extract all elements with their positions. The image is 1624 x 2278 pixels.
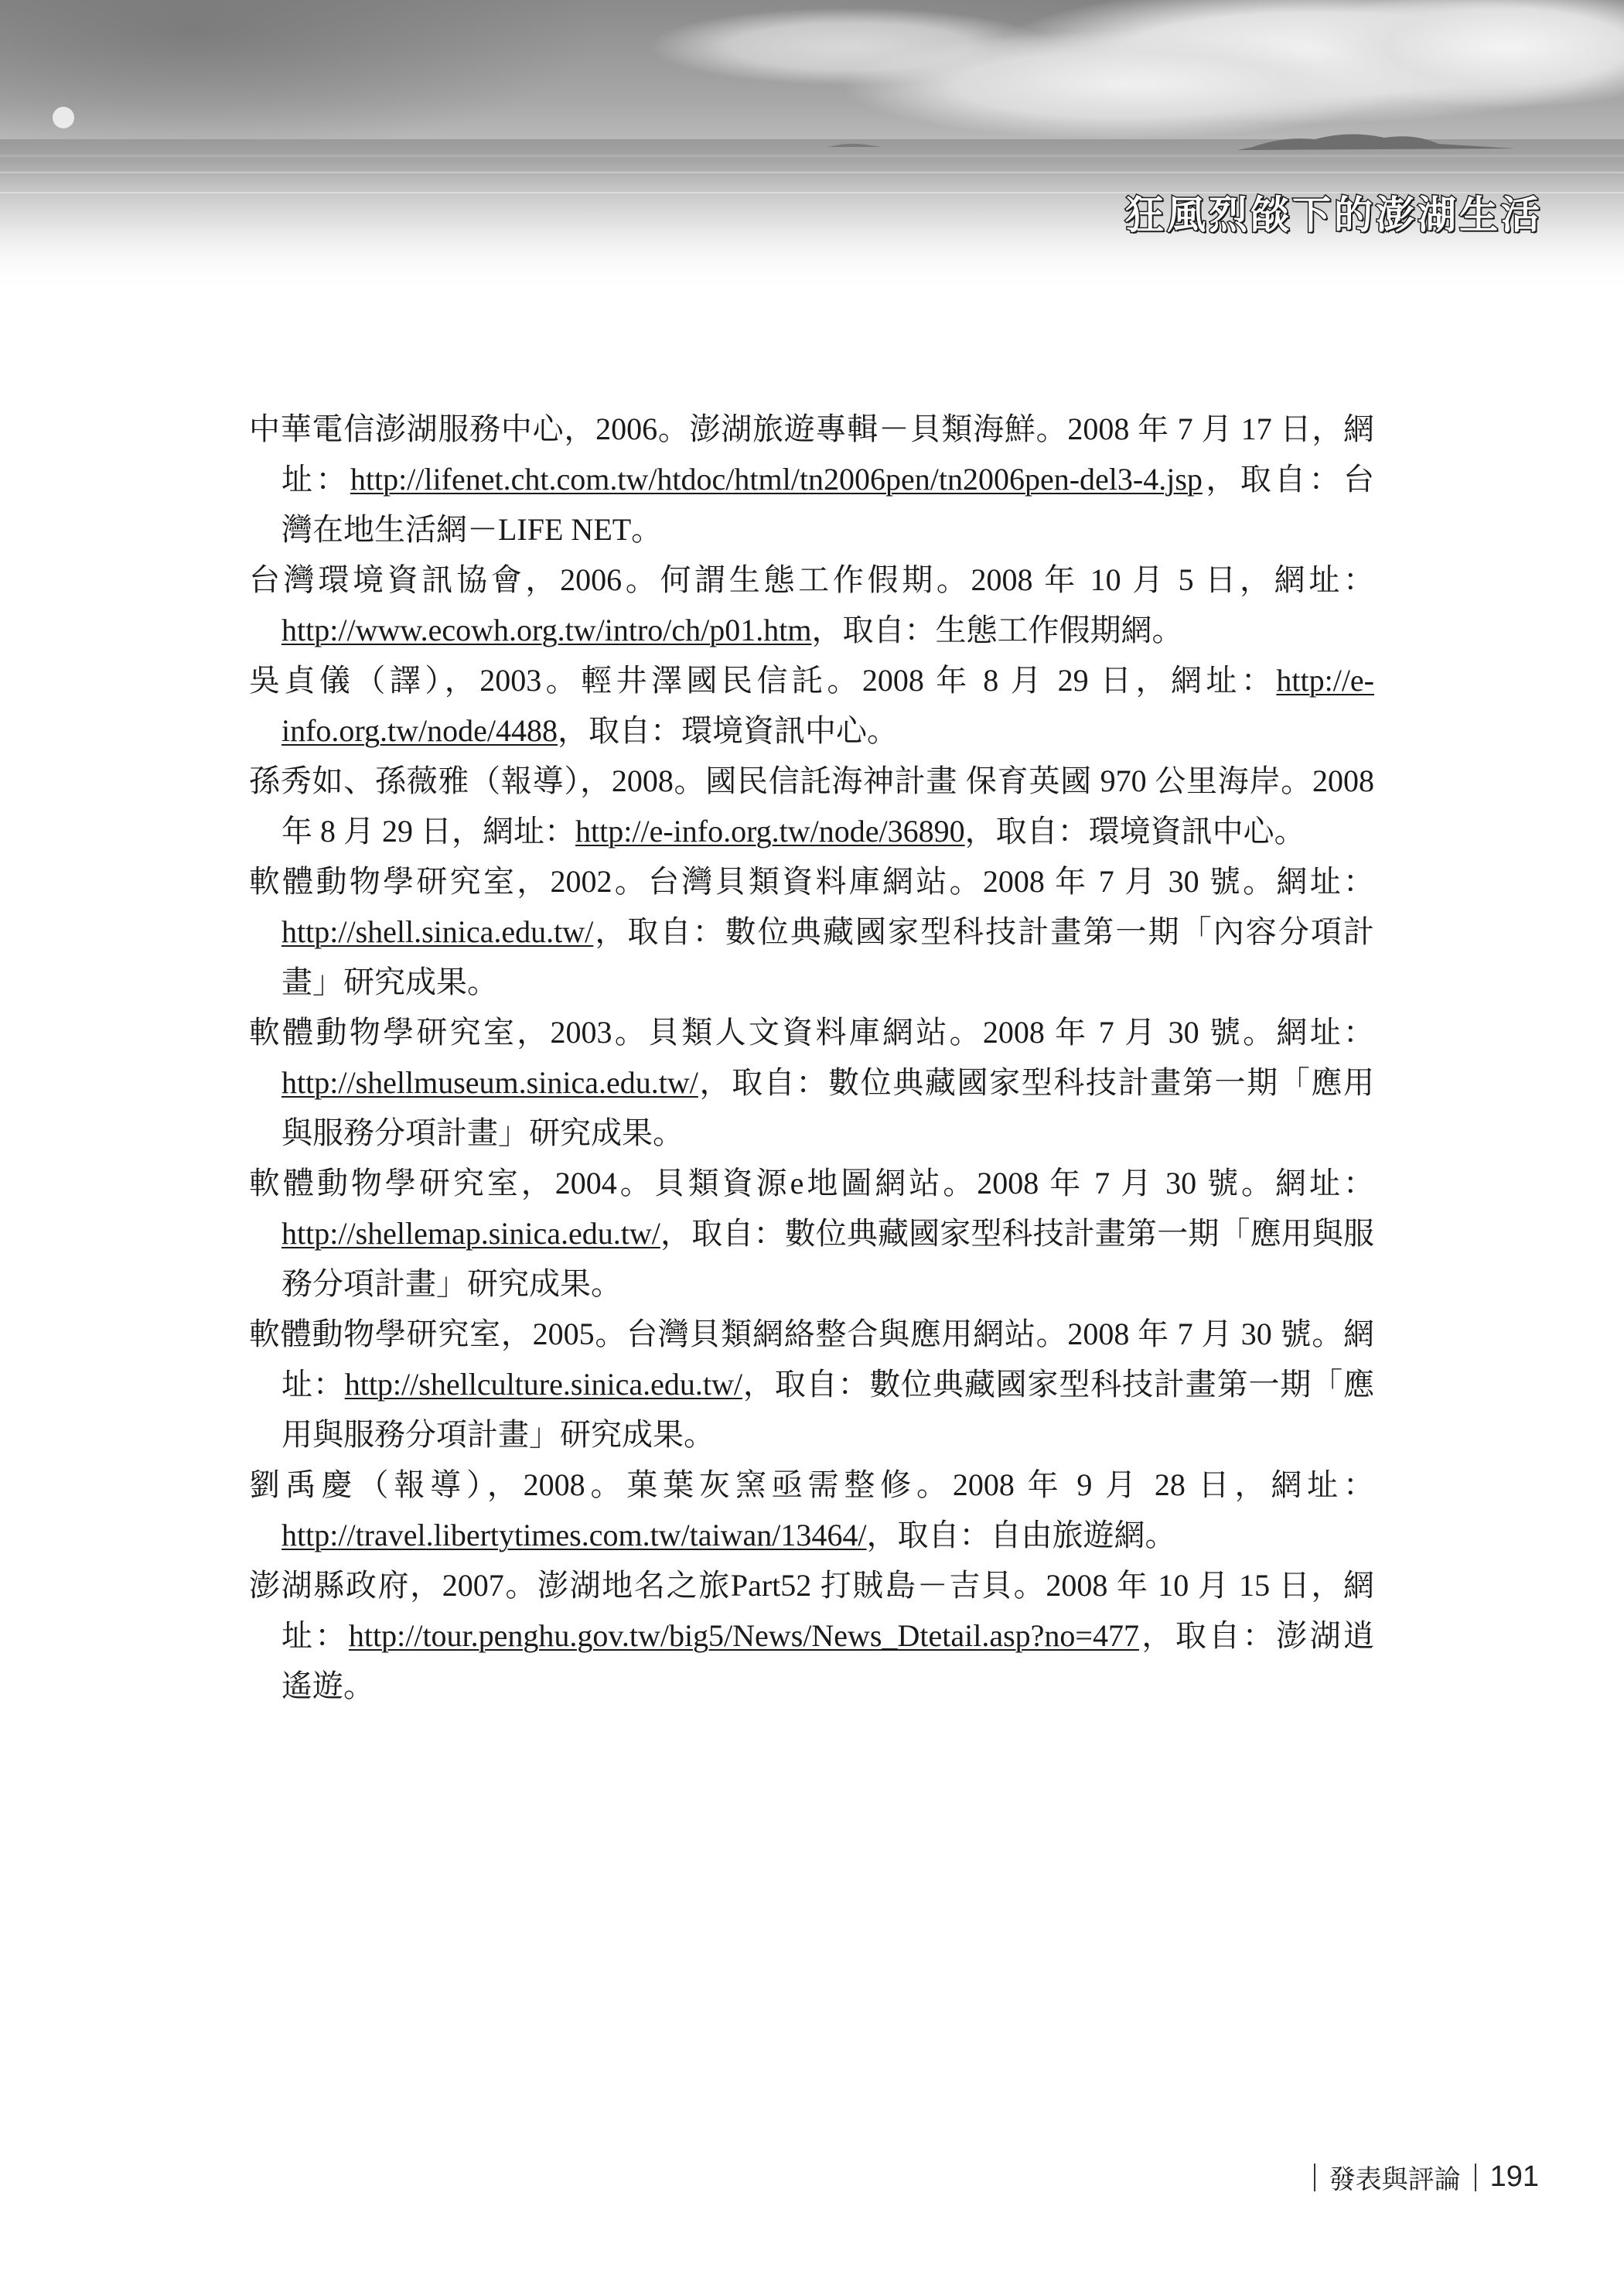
reference-entry (249, 856, 1374, 1007)
reference-source: ，取自：數位典藏國家型科技計畫第一期「應用與服務分項計畫」研究成果。 (281, 1367, 1375, 1452)
reference-entry (249, 1460, 1374, 1560)
reference-text: 軟體動物學研究室，2002。台灣貝類資料庫網站。2008 年 7 月 30 號。網址： (249, 864, 1374, 899)
reference-entry (249, 655, 1374, 756)
reference-text: 劉禹慶（報導），2008。菓葉灰窯亟需整修。2008 年 9 月 28 日，網址： (249, 1467, 1374, 1502)
reference-entry (249, 1560, 1374, 1711)
reference-source: ，取自：澎湖逍遙遊。 (281, 1618, 1375, 1703)
reference-url[interactable]: http://e-info.org.tw/node/4488 (281, 663, 1374, 748)
reference-text: 中華電信澎湖服務中心，2006。澎湖旅遊專輯－貝類海鮮。2008 年 7 月 17 日，網址： (249, 412, 1374, 497)
reference-entry (249, 404, 1374, 555)
reference-url[interactable]: http://shellculture.sinica.edu.tw/ (344, 1367, 743, 1402)
reference-list (249, 404, 1374, 1711)
reference-text: 軟體動物學研究室，2005。台灣貝類網絡整合與應用網站。2008 年 7 月 30 號。網址： (249, 1317, 1374, 1402)
reference-text: 孫秀如、孫薇雅（報導），2008。國民信託海神計畫 保育英國 970 公里海岸。2008 年 8 月 29 日，網址： (249, 763, 1374, 849)
reference-url[interactable]: http://tour.penghu.gov.tw/big5/News/News_Dtetail.asp?no=477 (348, 1618, 1139, 1653)
reference-url[interactable]: http://travel.libertytimes.com.tw/taiwan/13464/ (281, 1518, 867, 1552)
footer-divider (1475, 2164, 1476, 2191)
header-photo (0, 0, 1624, 294)
reference-url[interactable]: http://e-info.org.tw/node/36890 (575, 814, 965, 849)
reference-entry (249, 1007, 1374, 1158)
page-footer (1300, 2158, 1539, 2196)
reference-entry (249, 1309, 1374, 1460)
reference-source: ，取自：環境資訊中心。 (964, 814, 1305, 849)
reference-text: 台灣環境資訊協會，2006。何謂生態工作假期。2008 年 10 月 5 日，網址： (249, 562, 1374, 597)
reference-text: 軟體動物學研究室，2004。貝類資源e地圖網站。2008 年 7 月 30 號。網址： (249, 1166, 1374, 1200)
page-number: 191 (1489, 2160, 1539, 2193)
reference-source: ，取自：環境資訊中心。 (558, 713, 899, 748)
reference-text: 澎湖縣政府，2007。澎湖地名之旅Part52 打賊島－吉貝。2008 年 10 月 15 日，網址： (249, 1568, 1374, 1653)
reference-source: ，取自：自由旅遊網。 (866, 1518, 1176, 1552)
reference-source: ，取自：生態工作假期網。 (811, 613, 1183, 647)
reference-entry (249, 555, 1374, 655)
reference-source: ，取自：數位典藏國家型科技計畫第一期「應用與服務分項計畫」研究成果。 (281, 1216, 1374, 1301)
running-title: 狂風烈燄下的澎湖生活 (1125, 193, 1543, 237)
reference-url[interactable]: http://lifenet.cht.com.tw/htdoc/html/tn2006pen/tn2006pen-del3-4.jsp (350, 462, 1203, 497)
footer-section-title: 發表與評論 (1329, 2164, 1461, 2195)
reference-url[interactable]: http://shellmuseum.sinica.edu.tw/ (281, 1065, 698, 1100)
reference-url[interactable]: http://shellemap.sinica.edu.tw/ (281, 1216, 660, 1251)
reference-text: 吳貞儀（譯），2003。輕井澤國民信託。2008 年 8 月 29 日，網址： (249, 663, 1277, 698)
reference-entry (249, 756, 1374, 856)
reference-url[interactable]: http://shell.sinica.edu.tw/ (281, 914, 594, 949)
footer-divider (1314, 2164, 1315, 2191)
reference-source: ，取自：數位典藏國家型科技計畫第一期「內容分項計畫」研究成果。 (281, 914, 1374, 999)
reference-text: 軟體動物學研究室，2003。貝類人文資料庫網站。2008 年 7 月 30 號。網址： (249, 1015, 1374, 1050)
reference-source: ，取自：數位典藏國家型科技計畫第一期「應用與服務分項計畫」研究成果。 (281, 1065, 1374, 1150)
reference-entry (249, 1158, 1374, 1309)
reference-url[interactable]: http://www.ecowh.org.tw/intro/ch/p01.htm (281, 613, 812, 647)
reference-source: ，取自：台灣在地生活網－LIFE NET。 (281, 462, 1375, 547)
